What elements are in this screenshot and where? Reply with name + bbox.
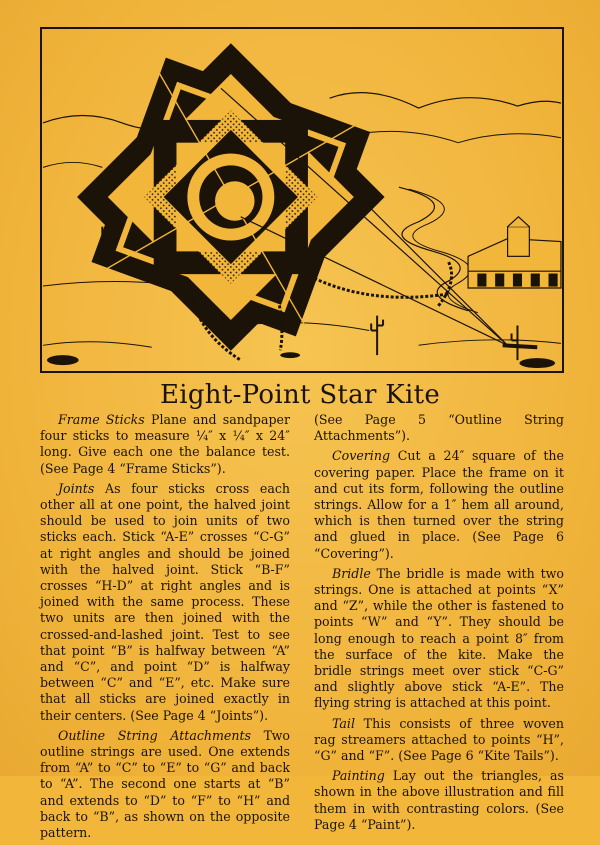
joints-heading: Joints — [58, 480, 95, 496]
covering-heading: Covering — [332, 448, 391, 464]
covering-text: Cut a 24″ square of the covering paper. Place the frame on it and cut its form, following the outline strings. Allow for a 1″ hem all around, which is then turned over the string and glued in place. (See Page 6 “Covering”). — [314, 448, 564, 561]
painting-heading: Painting — [332, 768, 385, 784]
outline-strings-paragraph — [40, 728, 290, 841]
joints-paragraph — [40, 481, 290, 724]
joints-text: As four sticks cross each other all at one point, the halved joint should be used to join units of two sticks each. Stick “A-E” crosses “C-G” at right angles and should be joined with the halved joint. Stick “B-F” crosses “H-D” at right angles and is joined with the same process. These two units are then joined with the crossed-and-lashed joint. Test to see that point “B” is halfway between “A” and “C”, and point “D” is halfway between “C” and “E”, etc. Make sure that all sticks are joined exactly in their centers. (See Page 4 “Joints”). — [40, 480, 290, 723]
frame-sticks-paragraph — [40, 412, 290, 477]
frame-sticks-heading: Frame Sticks — [58, 412, 145, 427]
tail-text: This consists of three woven rag streamers attached to points “H”, “G” and “F”. (See Page 6 “Kite Tails”). — [314, 715, 564, 764]
bridle-heading: Bridle — [332, 565, 371, 581]
tail-heading: Tail — [332, 715, 355, 731]
outline-strings-heading: Outline String Attachments — [58, 727, 252, 743]
tail-paragraph — [314, 716, 564, 765]
outline-strings-continued: (See Page 5 “Outline String Attachments”). — [314, 412, 564, 444]
outline-strings-text: Two outline strings are used. One extends from “A” to “C” to “E” to “G” and back to “A”. The second one starts at “B” and extends to “D” to “F” to “H” and back to “B”, as shown on the opposite pattern. — [40, 727, 290, 841]
painting-text: Lay out the triangles, as shown in the above illustration and fill them in with contrasting colors. (See Page 4 “Paint”). — [314, 768, 564, 832]
covering-paragraph — [314, 448, 564, 561]
star-kite-drawing — [42, 29, 562, 371]
left-column — [40, 412, 290, 845]
frame-sticks-text: Plane and sandpaper four sticks to measure ¼″ x ¼″ x 24″ long. Give each one the balance test. (See Page 4 “Frame Sticks”). — [40, 412, 291, 476]
kite-illustration — [40, 27, 564, 373]
bridle-paragraph — [314, 566, 564, 712]
bridle-text: The bridle is made with two strings. One is attached at points “X” and “Z”, while the other is fastened to points “W” and “Y”. They should be long enough to reach a point 8″ from the surface of the kite. Make the bridle strings meet over stick “C-G” and slightly above stick “A-E”. The flying string is attached at this point. — [314, 565, 564, 711]
right-column — [314, 412, 564, 837]
page-title: Eight-Point Star Kite — [159, 380, 441, 410]
painting-paragraph — [314, 768, 564, 833]
